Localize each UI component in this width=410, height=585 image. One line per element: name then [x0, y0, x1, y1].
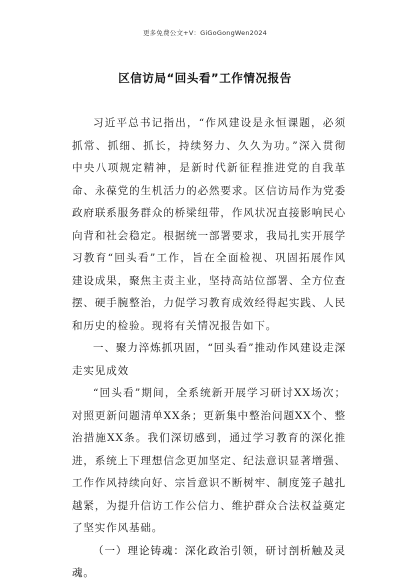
- document-body: [72, 112, 346, 585]
- section-heading-1: 一、聚力淬炼抓巩固，“回头看”推动作风建设走深走实见成效: [72, 342, 346, 377]
- document-title: 区信访局“回头看”工作情况报告: [118, 71, 292, 85]
- header-note: 更多免费公文+V：GiGoGongWen2024: [142, 29, 267, 37]
- subsection-heading-1: （一）理论铸魂：深化政治引领，研讨剖析触及灵魂。: [72, 544, 346, 579]
- paragraph-intro: 习近平总书记指出，“作风建设是永恒课题，必须抓常、抓细、抓长，持续努力、久久为功。”深入贯彻中央八项规定精神，是新时代新征程推进党的自我革命、永葆党的生机活力的必然要求。区信访局作为党委政府联系服务群众的桥梁纽带，作风状况直接影响民心向背和社会稳定。根据统一部署要求，我局扎实开展学习教育“回头看”工作，旨在全面检视、巩固拓展作风建设成果，聚焦主责主业，坚持高站位部署、全方位查摆、硬手腕整治，力促学习教育成效经得起实践、人民和历史的检验。现将有关情况报告如下。: [72, 117, 346, 332]
- paragraph-results: “回头看”期间，全系统新开展学习研讨XX场次；对照更新问题清单XX条；更新集中整治问题XX个、整治措施XX条。我们深切感到，通过学习教育的深化推进，系统上下理想信念更加坚定、纪法意识显著增强、工作作风持续向好、宗旨意识不断树牢、制度笼子越扎越紧，为提升信访工作公信力、维护群众合法权益奠定了坚实作风基础。: [72, 387, 346, 534]
